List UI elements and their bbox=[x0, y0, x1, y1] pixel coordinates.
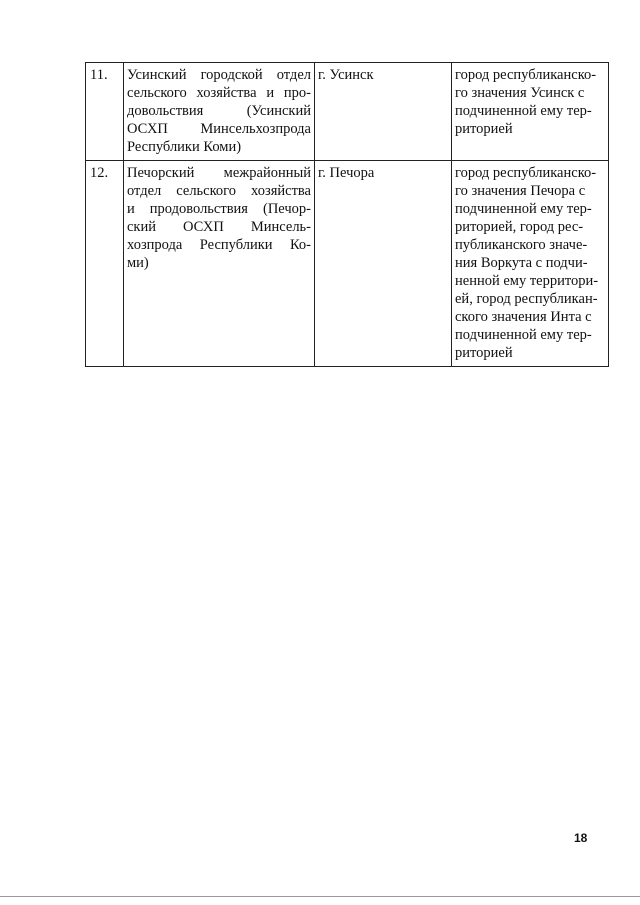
territory-line: город республиканско- bbox=[455, 165, 597, 181]
table-row bbox=[86, 161, 609, 367]
organization-line: Печорский межрайонный bbox=[127, 165, 311, 181]
territory-cell bbox=[452, 161, 609, 367]
table-row bbox=[86, 63, 609, 161]
territory-line: город республиканско- bbox=[455, 67, 597, 83]
territory-line: ей, город республикан- bbox=[455, 291, 598, 307]
row-number-cell bbox=[86, 161, 124, 367]
page-number: 18 bbox=[574, 831, 588, 845]
row-number: 11. bbox=[90, 67, 108, 83]
territory-line: риторией, город рес- bbox=[455, 219, 584, 235]
territory-line: риторией bbox=[455, 121, 513, 137]
organization-line: Республики Коми) bbox=[127, 139, 242, 155]
city-name: г. Усинск bbox=[318, 67, 374, 83]
city-cell bbox=[315, 63, 452, 161]
territory-line: ненной ему территори- bbox=[455, 273, 599, 289]
territory-line: подчиненной ему тер- bbox=[455, 201, 592, 217]
row-number: 12. bbox=[90, 165, 109, 181]
organization-line: ОСХП Минсельхозпрода bbox=[127, 121, 311, 137]
city-cell bbox=[315, 161, 452, 367]
territory-line: ского значения Инта с bbox=[455, 309, 592, 325]
organization-line: довольствия (Усинский bbox=[127, 103, 311, 119]
document-table bbox=[85, 62, 609, 367]
territory-cell bbox=[452, 63, 609, 161]
organization-line: отдел сельского хозяйства bbox=[127, 183, 311, 199]
city-name: г. Печора bbox=[318, 165, 375, 181]
scan-bottom-edge bbox=[0, 896, 640, 897]
territory-line: публиканского значе- bbox=[455, 237, 588, 253]
row-number-cell bbox=[86, 63, 124, 161]
organization-line: ми) bbox=[127, 255, 149, 271]
territory-line: го значения Усинск с bbox=[455, 85, 585, 101]
organization-line: ский ОСХП Минсель- bbox=[127, 219, 311, 235]
territory-line: подчиненной ему тер- bbox=[455, 103, 592, 119]
organization-line: хозпрода Республики Ко- bbox=[127, 237, 311, 253]
territory-line: го значения Печора с bbox=[455, 183, 586, 199]
organization-cell bbox=[124, 63, 315, 161]
territory-line: риторией bbox=[455, 345, 513, 361]
organization-line: Усинский городской отдел bbox=[127, 67, 311, 83]
organization-cell bbox=[124, 161, 315, 367]
territory-line: ния Воркута с подчи- bbox=[455, 255, 588, 271]
organization-line: сельского хозяйства и про- bbox=[127, 85, 311, 101]
organization-line: и продовольствия (Печор- bbox=[127, 201, 311, 217]
territory-line: подчиненной ему тер- bbox=[455, 327, 592, 343]
